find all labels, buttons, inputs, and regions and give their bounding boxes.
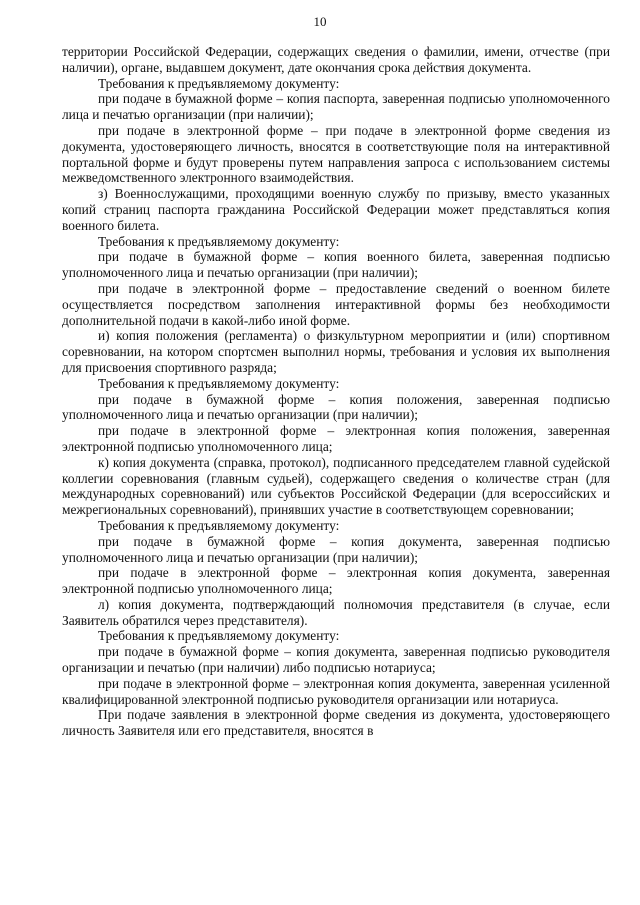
- document-body: [62, 44, 610, 739]
- page-number: 10: [313, 14, 327, 29]
- paragraph: при подаче в бумажной форме – копия паспорта, заверенная подписью уполномоченного лица и печатью организации (при наличии);: [62, 91, 610, 123]
- paragraph: Требования к предъявляемому документу:: [98, 233, 340, 249]
- paragraph: при подаче в электронной форме – электронная копия положения, заверенная электронной подписью уполномоченного лица;: [62, 423, 610, 454]
- paragraph: при подаче в электронной форме – предоставление сведений о военном билете осуществляется посредством заполнения интерактивной формы без необходимости дополнительной подачи в какой-либо иной форме.: [62, 280, 610, 328]
- paragraph: к) копия документа (справка, протокол), подписанного председателем главной судейской коллегии соревнования (главным судьей), содержащего сведения о количестве стран (для международных соревнований) или субъектов Российской Федерации (для всероссийских и межрегиональных соревнований), принявших участие в соответствующем соревновании;: [62, 454, 610, 518]
- paragraph: территории Российской Федерации, содержащих сведения о фамилии, имени, отчестве (при наличии), органе, выдавшем документ, дате окончания срока действия документа.: [62, 44, 610, 75]
- paragraph: при подаче в электронной форме – при подаче в электронной форме сведения из документа, удостоверяющего личность, вносятся в соответствующие поля на интерактивной портальной форме и будут проверены путем направления запроса с использованием системы межведомственного электронного взаимодействия.: [62, 122, 610, 186]
- paragraph: Требования к предъявляемому документу:: [98, 375, 340, 391]
- paragraph: з) Военнослужащими, проходящими военную службу по призыву, вместо указанных копий страниц паспорта гражданина Российской Федерации может представляться копия военного билета.: [62, 186, 610, 233]
- paragraph: при подаче в бумажной форме – копия военного билета, заверенная подписью уполномоченного лица и печатью организации (при наличии);: [62, 249, 610, 281]
- paragraph: при подаче в бумажной форме – копия документа, заверенная подписью руководителя организации и печатью (при наличии) либо подписью нотариуса;: [62, 644, 610, 676]
- paragraph: при подаче в электронной форме – электронная копия документа, заверенная электронной подписью уполномоченного лица;: [62, 565, 610, 597]
- paragraph: Требования к предъявляемому документу:: [98, 517, 340, 533]
- paragraph: л) копия документа, подтверждающий полномочия представителя (в случае, если Заявитель обратился через представителя).: [62, 596, 610, 628]
- paragraph: При подаче заявления в электронной форме сведения из документа, удостоверяющего личность Заявителя или его представителя, вносятся в: [62, 707, 610, 739]
- paragraph: при подаче в электронной форме – электронная копия документа, заверенная усиленной квалифицированной электронной подписью руководителя организации или нотариуса.: [62, 675, 610, 707]
- paragraph: Требования к предъявляемому документу:: [98, 628, 340, 644]
- paragraph: и) копия положения (регламента) о физкультурном мероприятии и (или) спортивном соревновании, на котором спортсмен выполнил нормы, требования и условия их выполнения для присвоения спортивного разряда;: [62, 328, 610, 375]
- paragraph: при подаче в бумажной форме – копия документа, заверенная подписью уполномоченного лица и печатью организации (при наличии);: [62, 533, 610, 565]
- paragraph: при подаче в бумажной форме – копия положения, заверенная подписью уполномоченного лица и печатью организации (при наличии);: [62, 391, 610, 423]
- paragraph: Требования к предъявляемому документу:: [98, 75, 340, 91]
